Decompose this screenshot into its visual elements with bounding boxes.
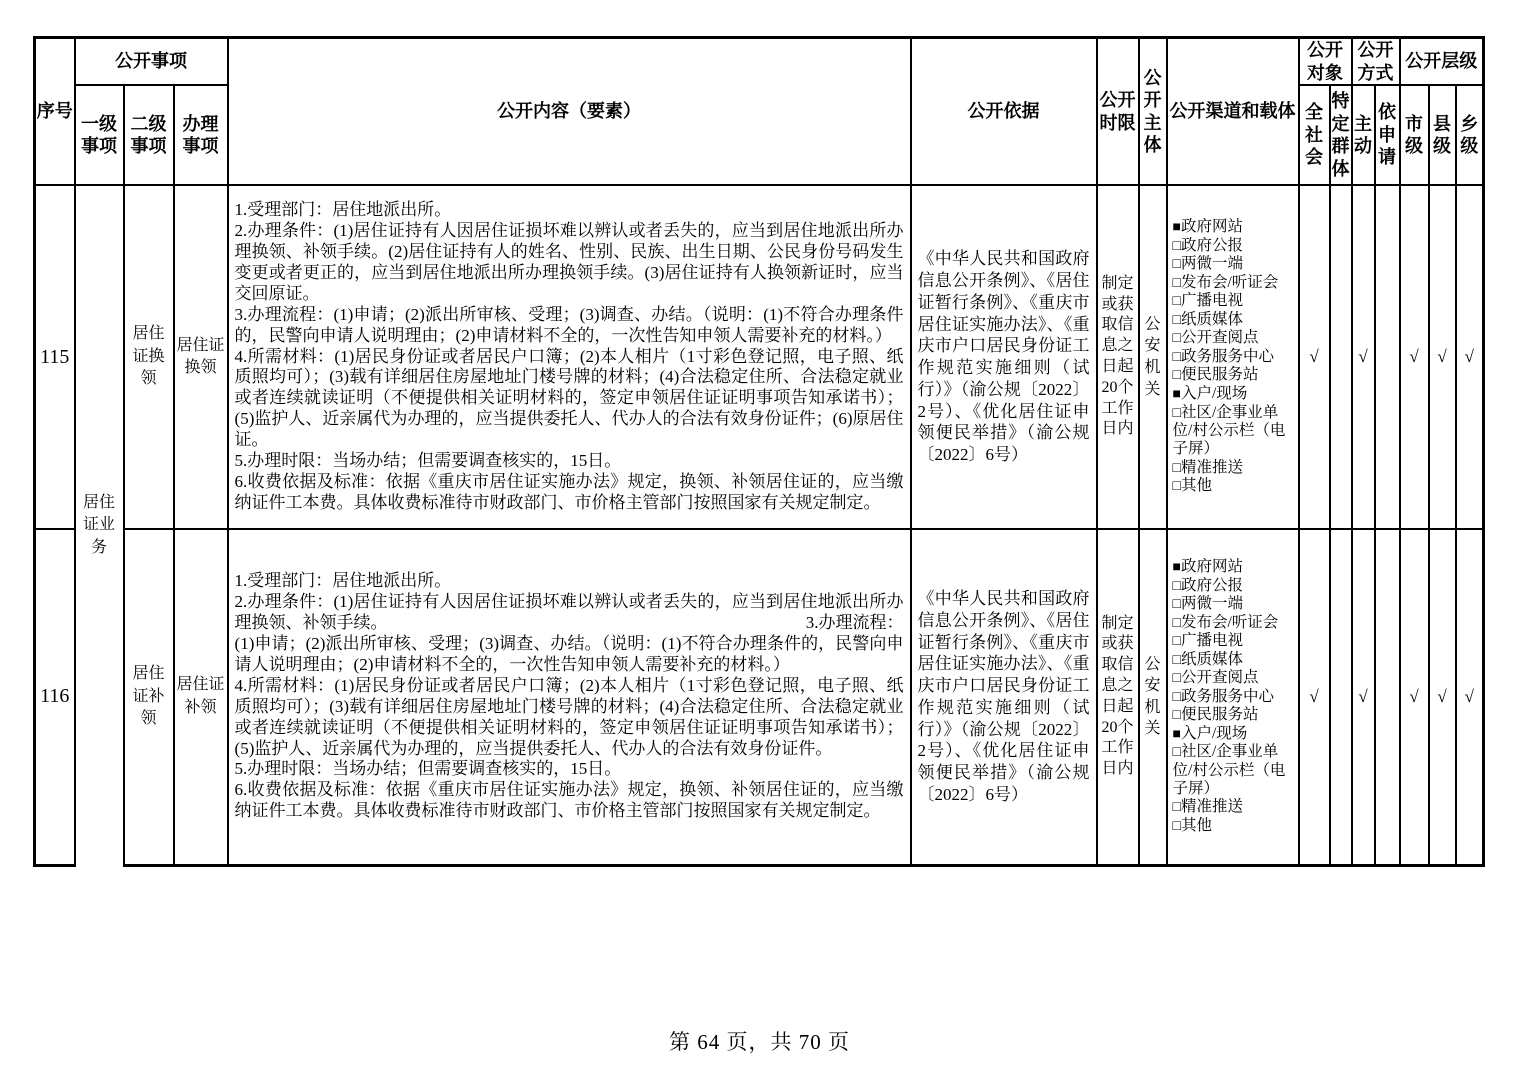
channel-label: 政府网站 [1181,558,1244,576]
checkbox-unchecked-icon: □ [1172,708,1181,724]
content-paragraph: 3.办理流程：(1)申请；(2)派出所审核、受理；(3)调查、办结。（说明：(1)不符合办理条件的，民警向申请人说明理由；(2)申请材料不全的，一次性告知申领人需要补充的材料。） [234,304,904,345]
channel-label: 公开查阅点 [1181,669,1259,687]
col-header-target-specific: 特定群体 [1330,85,1352,185]
channel-label: 入户/现场 [1181,724,1248,742]
checkbox-checked-icon: ■ [1172,726,1181,742]
col-header-target-all: 全社会 [1299,85,1330,185]
level1-item: 居住证业务 [75,185,124,865]
channel-item [1173,218,1295,237]
col-header-basis: 公开依据 [911,38,1097,186]
channel-item [1173,798,1295,817]
col-header-method-active: 主动 [1352,85,1375,185]
col-header-handling: 办理事项 [174,85,228,185]
col-header-level-township: 乡级 [1456,85,1484,185]
channel-label: 入户/现场 [1181,385,1248,402]
paragraph-text: 2.办理条件：(1)居住证持有人因居住证损坏难以辨认或者丢失的，应当到居住地派出所办理换领、补领手续。 [234,592,904,633]
col-header-time-limit: 公开时限 [1097,38,1139,186]
content-paragraph: 5.办理时限：当场办结；但需要调查核实的，15日。 [234,451,622,471]
channel-item [1173,292,1295,311]
checkbox-checked-icon: ■ [1172,387,1181,402]
content-paragraph: (1)申请；(2)派出所审核、受理；(3)调查、办结。（说明：(1)不符合办理条件的，民警向申请人说明理由；(2)申请材料不全的，一次性告知申领人需要补充的材料。） [234,634,904,674]
channel-item [1173,385,1295,404]
mark-target-all: √ [1299,185,1330,529]
channel-item [1173,459,1295,478]
seq-number: 115 [35,185,75,529]
col-header-channels: 公开渠道和载体 [1167,38,1299,186]
col-header-level2: 二级事项 [124,85,174,185]
col-header-content: 公开内容（要素） [228,38,911,186]
disclosure-basis: 《中华人民共和国政府信息公开条例》、《居住证暂行条例》、《重庆市居住证实施办法》、《重庆市户口居民身份证工作规范实施细则（试行）》（渝公规〔2022〕2号）、《优化居住证申领便民举措》（渝公规〔2022〕6号） [911,185,1097,529]
paragraph-right-label: 3.办理流程： [805,613,904,633]
channel-label: 政府公报 [1181,236,1244,254]
channel-item [1173,817,1295,836]
content-paragraph [235,592,904,634]
channel-label: 政府网站 [1181,218,1244,236]
channel-item [1173,632,1295,651]
mark-level-county: √ [1429,529,1456,865]
channel-item [1173,669,1295,688]
col-group-method: 公开方式 [1352,38,1400,86]
channel-label: 广播电视 [1181,292,1244,310]
page-number-indicator: 第 64 页，共 70 页 [669,1030,850,1054]
channel-label: 便民服务站 [1181,706,1259,724]
channel-label: 纸质媒体 [1181,650,1244,668]
mark-level-county: √ [1429,185,1456,529]
channel-item [1173,688,1295,707]
channel-item [1173,348,1295,367]
mark-level-city: √ [1400,185,1429,529]
disclosure-subject: 公安机关 [1139,185,1167,529]
channel-label: 社区/企事业单位/村公示栏（电子屏） [1172,403,1286,458]
channel-item [1173,595,1295,614]
checkbox-unchecked-icon: □ [1172,634,1181,650]
channel-item [1173,651,1295,670]
checkbox-unchecked-icon: □ [1172,275,1181,291]
channel-item [1173,743,1295,798]
channels-list [1167,185,1299,529]
disclosure-time-limit: 制定或获取信息之日起20个工作日内 [1097,185,1139,529]
channel-label: 两微一端 [1181,255,1244,273]
mark-method-active: √ [1352,185,1375,529]
channel-label: 其他 [1181,477,1213,495]
channel-item [1173,274,1295,293]
channel-item [1173,255,1295,274]
mark-level-city: √ [1400,529,1429,865]
channel-item [1173,477,1295,496]
mark-level-township: √ [1456,185,1484,529]
checkbox-unchecked-icon: □ [1172,800,1181,816]
channel-item [1173,614,1295,633]
channel-label: 发布会/听证会 [1181,273,1279,291]
channel-label: 精准推送 [1181,798,1244,816]
channel-label: 精准推送 [1181,458,1244,476]
channel-label: 公开查阅点 [1181,329,1259,347]
channel-item [1173,558,1295,577]
channel-item [1173,311,1295,330]
channel-label: 政务服务中心 [1181,347,1275,365]
disclosure-basis: 《中华人民共和国政府信息公开条例》、《居住证暂行条例》、《重庆市居住证实施办法》、《重庆市户口居民身份证工作规范实施细则（试行）》（渝公规〔2022〕2号）、《优化居住证申领便民举措》（渝公规〔2022〕6号） [911,529,1097,865]
checkbox-unchecked-icon: □ [1172,238,1181,254]
mark-target-specific [1330,185,1352,529]
table-row-116 [35,529,1484,865]
mark-target-specific [1330,529,1352,865]
channel-item [1173,329,1295,348]
content-paragraph: 4.所需材料：(1)居民身份证或者居民户口簿；(2)本人相片（1寸彩色登记照，电子照、纸质照均可）；(3)载有详细居住房屋地址门楼号牌的材料；(4)合法稳定住所、合法稳定就业或者连续就读证明（不便提供相关证明材料的，签定申领居住证证明事项告知承诺书）；(5)监护人、近亲属代为办理的，应当提供委托人、代办人的合法有效身份证件。 [234,675,904,758]
disclosure-subject: 公安机关 [1139,529,1167,865]
checkbox-unchecked-icon: □ [1172,331,1181,347]
handling-item: 居住证补领 [174,529,228,865]
mark-method-active: √ [1352,529,1375,865]
col-header-level-county: 县级 [1429,85,1456,185]
checkbox-unchecked-icon: □ [1172,615,1181,631]
mark-method-request [1375,185,1400,529]
channel-label: 广播电视 [1181,632,1244,650]
channel-label: 社区/企事业单位/村公示栏（电子屏） [1172,743,1286,798]
checkbox-checked-icon: ■ [1172,220,1181,236]
channel-label: 政务服务中心 [1181,687,1275,705]
checkbox-unchecked-icon: □ [1172,368,1181,384]
channel-item [1173,577,1295,596]
col-group-level: 公开层级 [1400,38,1484,86]
col-header-level1: 一级事项 [75,85,124,185]
checkbox-unchecked-icon: □ [1172,312,1181,328]
col-group-target: 公开对象 [1299,38,1352,86]
channel-label: 其他 [1181,816,1213,834]
col-header-method-request: 依申请 [1375,85,1400,185]
channel-item [1173,237,1295,256]
col-header-seq: 序号 [35,38,75,186]
channels-list [1167,529,1299,865]
channel-item [1173,366,1295,385]
checkbox-unchecked-icon: □ [1172,652,1181,668]
col-group-public-items: 公开事项 [75,38,228,86]
disclosure-content [228,185,911,529]
col-header-level-city: 市级 [1400,85,1429,185]
channel-item [1173,725,1295,744]
public-disclosure-table [33,36,1485,867]
channel-label: 两微一端 [1181,595,1244,613]
mark-level-township: √ [1456,529,1484,865]
content-paragraph: 6.收费依据及标准：依据《重庆市居住证实施办法》规定，换领、补领居住证的，应当缴纳证件工本费。具体收费标准待市财政部门、市价格主管部门按照国家有关规定制定。 [234,780,904,821]
content-paragraph: 5.办理时限：当场办结；但需要调查核实的，15日。 [234,759,622,779]
seq-number: 116 [35,529,75,865]
checkbox-unchecked-icon: □ [1172,460,1181,476]
header-row-groups [35,38,1484,86]
checkbox-checked-icon: ■ [1172,560,1181,576]
checkbox-unchecked-icon: □ [1172,479,1181,495]
handling-item: 居住证换领 [174,185,228,529]
mark-target-all: √ [1299,529,1330,865]
content-paragraph: 6.收费依据及标准：依据《重庆市居住证实施办法》规定，换领、补领居住证的，应当缴纳证件工本费。具体收费标准待市财政部门、市价格主管部门按照国家有关规定制定。 [234,471,904,512]
checkbox-unchecked-icon: □ [1172,671,1181,687]
content-paragraph: 1.受理部门：居住地派出所。 [234,571,452,591]
disclosure-content [228,529,911,865]
content-paragraph: 4.所需材料：(1)居民身份证或者居民户口簿；(2)本人相片（1寸彩色登记照，电子照、纸质照均可）；(3)载有详细居住房屋地址门楼号牌的材料；(4)合法稳定住所、合法稳定就业或者连续就读证明（不便提供相关证明材料的，签定申领居住证证明事项告知承诺书）；(5)监护人、近亲属代为办理的，应当提供委托人、代办人的合法有效身份证件；(6)原居住证。 [234,346,904,450]
content-paragraph: 1.受理部门：居住地派出所。 [234,200,452,220]
checkbox-unchecked-icon: □ [1172,578,1181,594]
checkbox-unchecked-icon: □ [1172,349,1181,365]
col-header-subject: 公开主体 [1139,38,1167,186]
checkbox-unchecked-icon: □ [1172,405,1181,421]
checkbox-unchecked-icon: □ [1172,745,1181,761]
mark-method-request [1375,529,1400,865]
content-paragraph: 2.办理条件：(1)居住证持有人因居住证损坏难以辨认或者丢失的，应当到居住地派出所办理换领、补领手续。(2)居住证持有人的姓名、性别、民族、出生日期、公民身份号码发生变更或者更正的，应当到居住地派出所办理换领手续。(3)居住证持有人换领新证时，应当交回原证。 [234,221,904,303]
channel-label: 纸质媒体 [1181,310,1244,328]
channel-item [1173,404,1295,459]
checkbox-unchecked-icon: □ [1172,818,1181,834]
channel-label: 便民服务站 [1181,366,1259,384]
level2-item: 居住证换领 [124,185,174,529]
checkbox-unchecked-icon: □ [1172,689,1181,705]
table-row-115 [35,185,1484,529]
level2-item: 居住证补领 [124,529,174,865]
checkbox-unchecked-icon: □ [1172,257,1181,273]
checkbox-unchecked-icon: □ [1172,597,1181,613]
checkbox-unchecked-icon: □ [1172,294,1181,310]
disclosure-time-limit: 制定或获取信息之日起20个工作日内 [1097,529,1139,865]
channel-label: 发布会/听证会 [1181,613,1279,631]
channel-item [1173,706,1295,725]
channel-label: 政府公报 [1181,576,1244,594]
